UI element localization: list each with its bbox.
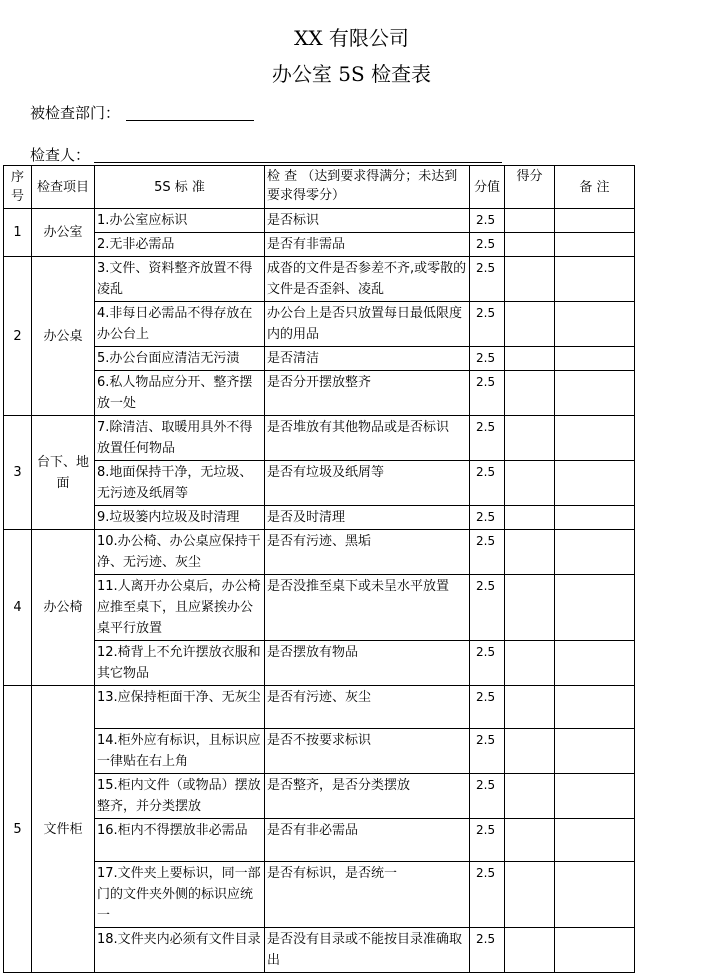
points-cell: 2.5 (470, 416, 505, 461)
document-subtitle: 办公室 5S 检查表 (271, 62, 432, 86)
remark-cell[interactable] (555, 774, 635, 819)
table-row (4, 774, 635, 819)
remark-cell[interactable] (555, 302, 635, 347)
remark-cell[interactable] (555, 416, 635, 461)
remark-cell[interactable] (555, 209, 635, 233)
remark-cell[interactable] (555, 257, 635, 302)
remark-cell[interactable] (555, 641, 635, 686)
score-cell[interactable] (505, 233, 555, 257)
table-row (4, 575, 635, 641)
remark-cell[interactable] (555, 686, 635, 729)
score-cell[interactable] (505, 862, 555, 928)
score-cell[interactable] (505, 371, 555, 416)
check-cell: 成沓的文件是否参差不齐,或零散的文件是否歪斜、凌乱 (265, 257, 470, 302)
score-cell[interactable] (505, 506, 555, 530)
check-cell: 是否有标识，是否统一 (265, 862, 470, 928)
header-standard: 5S 标 准 (95, 166, 265, 209)
standard-cell: 12.椅背上不允许摆放衣服和其它物品 (95, 641, 265, 686)
score-cell[interactable] (505, 575, 555, 641)
check-cell: 是否没推至桌下或未呈水平放置 (265, 575, 470, 641)
check-cell: 办公台上是否只放置每日最低限度内的用品 (265, 302, 470, 347)
standard-cell: 18.文件夹内必须有文件目录 (95, 928, 265, 973)
group-no: 5 (4, 686, 32, 973)
table-row (4, 257, 635, 302)
score-cell[interactable] (505, 209, 555, 233)
check-cell: 是否摆放有物品 (265, 641, 470, 686)
score-cell[interactable] (505, 928, 555, 973)
points-cell: 2.5 (470, 371, 505, 416)
points-cell: 2.5 (470, 774, 505, 819)
score-cell[interactable] (505, 257, 555, 302)
header-points: 分值 (470, 166, 505, 209)
points-cell: 2.5 (470, 862, 505, 928)
remark-cell[interactable] (555, 530, 635, 575)
points-cell: 2.5 (470, 530, 505, 575)
points-cell: 2.5 (470, 347, 505, 371)
group-item: 文件柜 (32, 686, 95, 973)
group-item: 办公桌 (32, 257, 95, 416)
remark-cell[interactable] (555, 347, 635, 371)
check-cell: 是否堆放有其他物品或是否标识 (265, 416, 470, 461)
group-item: 办公椅 (32, 530, 95, 686)
standard-cell: 10.办公椅、办公桌应保持干净、无污迹、灰尘 (95, 530, 265, 575)
remark-cell[interactable] (555, 862, 635, 928)
document-title: XX 有限公司 (294, 26, 409, 50)
check-cell: 是否整齐，是否分类摆放 (265, 774, 470, 819)
score-cell[interactable] (505, 819, 555, 862)
check-cell: 是否有垃圾及纸屑等 (265, 461, 470, 506)
table-row (4, 371, 635, 416)
group-no: 2 (4, 257, 32, 416)
standard-cell: 11.人离开办公桌后，办公椅应推至桌下，且应紧挨办公桌平行放置 (95, 575, 265, 641)
score-cell[interactable] (505, 686, 555, 729)
table-row (4, 209, 635, 233)
score-cell[interactable] (505, 530, 555, 575)
remark-cell[interactable] (555, 233, 635, 257)
standard-cell: 15.柜内文件（或物品）摆放整齐，并分类摆放 (95, 774, 265, 819)
standard-cell: 14.柜外应有标识，且标识应一律贴在右上角 (95, 729, 265, 774)
table-row (4, 302, 635, 347)
standard-cell: 16.柜内不得摆放非必需品 (95, 819, 265, 862)
score-cell[interactable] (505, 641, 555, 686)
score-cell[interactable] (505, 302, 555, 347)
header-score: 得分 (505, 166, 555, 209)
remark-cell[interactable] (555, 461, 635, 506)
remark-cell[interactable] (555, 819, 635, 862)
table-row (4, 928, 635, 973)
header-item: 检查项目 (32, 166, 95, 209)
check-cell: 是否没有目录或不能按目录准确取出 (265, 928, 470, 973)
remark-cell[interactable] (555, 575, 635, 641)
standard-cell: 2.无非必需品 (95, 233, 265, 257)
standard-cell: 7.除清洁、取暖用具外不得放置任何物品 (95, 416, 265, 461)
points-cell: 2.5 (470, 233, 505, 257)
points-cell: 2.5 (470, 729, 505, 774)
standard-cell: 9.垃圾篓内垃圾及时清理 (95, 506, 265, 530)
table-body (4, 209, 635, 973)
check-cell: 是否清洁 (265, 347, 470, 371)
remark-cell[interactable] (555, 928, 635, 973)
group-item: 办公室 (32, 209, 95, 257)
group-no: 3 (4, 416, 32, 530)
standard-cell: 4.非每日必需品不得存放在办公台上 (95, 302, 265, 347)
dept-label: 被检查部门： (30, 104, 121, 122)
score-cell[interactable] (505, 461, 555, 506)
standard-cell: 8.地面保持干净，无垃圾、无污迹及纸屑等 (95, 461, 265, 506)
group-item: 台下、地面 (32, 416, 95, 530)
standard-cell: 5.办公台面应清洁无污渍 (95, 347, 265, 371)
dept-field-line[interactable] (126, 120, 254, 121)
inspector-field-line[interactable] (94, 162, 502, 163)
points-cell: 2.5 (470, 928, 505, 973)
points-cell: 2.5 (470, 209, 505, 233)
inspector-label: 检查人： (30, 146, 91, 164)
score-cell[interactable] (505, 347, 555, 371)
table-row (4, 729, 635, 774)
table-row (4, 506, 635, 530)
check-cell: 是否有非需品 (265, 233, 470, 257)
points-cell: 2.5 (470, 506, 505, 530)
group-no: 1 (4, 209, 32, 257)
table-row (4, 641, 635, 686)
score-cell[interactable] (505, 416, 555, 461)
points-cell: 2.5 (470, 302, 505, 347)
standard-cell: 3.文件、资料整齐放置不得凌乱 (95, 257, 265, 302)
points-cell: 2.5 (470, 461, 505, 506)
inspection-table (3, 165, 635, 973)
header-no: 序号 (4, 166, 32, 209)
points-cell: 2.5 (470, 819, 505, 862)
check-cell: 是否标识 (265, 209, 470, 233)
check-cell: 是否有非必需品 (265, 819, 470, 862)
check-cell: 是否不按要求标识 (265, 729, 470, 774)
standard-cell: 17.文件夹上要标识，同一部门的文件夹外侧的标识应统一 (95, 862, 265, 928)
remark-cell[interactable] (555, 729, 635, 774)
header-remark: 备 注 (555, 166, 635, 209)
points-cell: 2.5 (470, 641, 505, 686)
table-row (4, 686, 635, 729)
points-cell: 2.5 (470, 686, 505, 729)
points-cell: 2.5 (470, 257, 505, 302)
remark-cell[interactable] (555, 371, 635, 416)
standard-cell: 6.私人物品应分开、整齐摆放一处 (95, 371, 265, 416)
table-row (4, 530, 635, 575)
standard-cell: 1.办公室应标识 (95, 209, 265, 233)
table-row (4, 347, 635, 371)
check-cell: 是否分开摆放整齐 (265, 371, 470, 416)
check-cell: 是否及时清理 (265, 506, 470, 530)
remark-cell[interactable] (555, 506, 635, 530)
table-row (4, 819, 635, 862)
table-row (4, 233, 635, 257)
check-cell: 是否有污迹、灰尘 (265, 686, 470, 729)
standard-cell: 13.应保持柜面干净、无灰尘 (95, 686, 265, 729)
header-check: 检 查 （达到要求得满分；未达到要求得零分） (265, 166, 470, 209)
score-cell[interactable] (505, 774, 555, 819)
table-row (4, 461, 635, 506)
points-cell: 2.5 (470, 575, 505, 641)
table-row (4, 416, 635, 461)
group-no: 4 (4, 530, 32, 686)
table-row (4, 862, 635, 928)
check-cell: 是否有污迹、黑垢 (265, 530, 470, 575)
score-cell[interactable] (505, 729, 555, 774)
